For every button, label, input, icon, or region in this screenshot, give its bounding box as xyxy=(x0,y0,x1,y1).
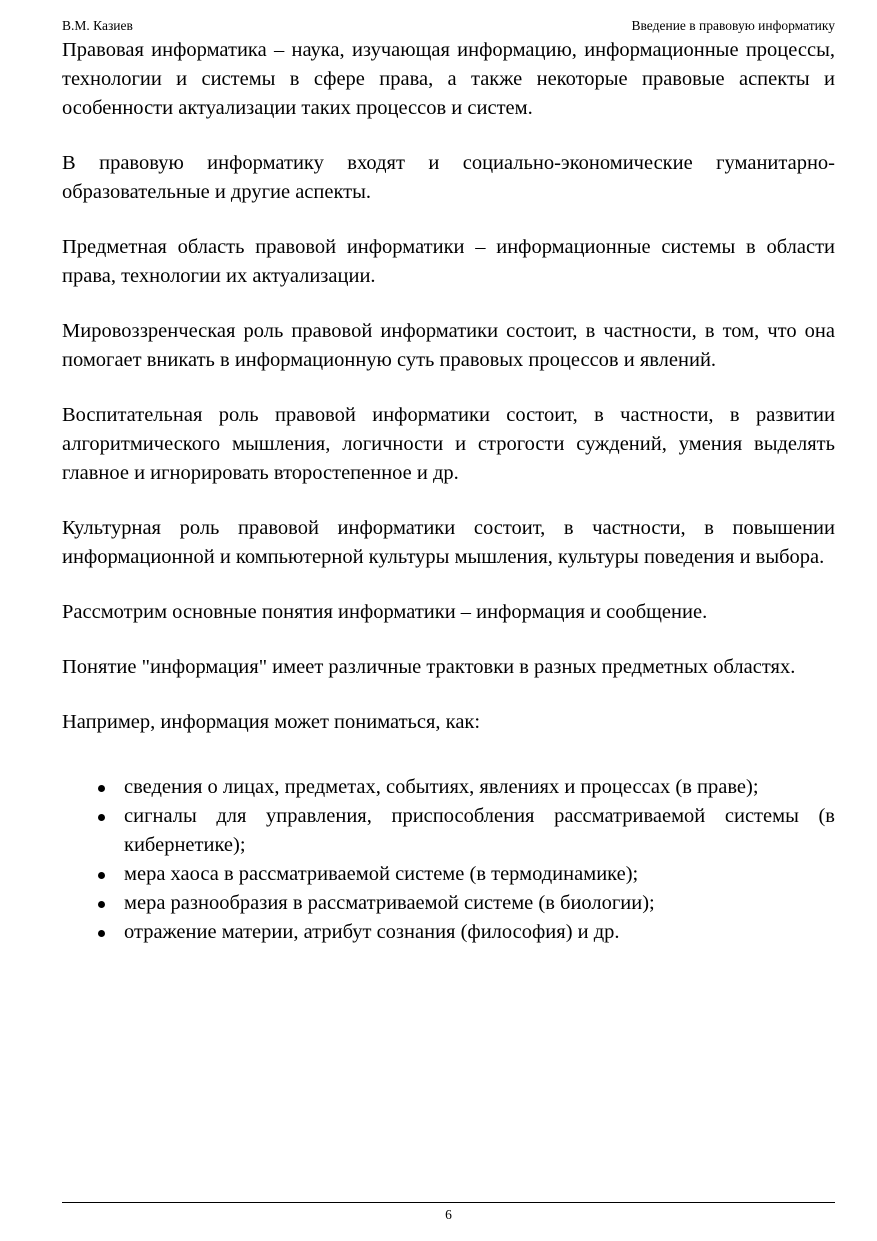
page-content xyxy=(62,36,835,947)
list-item xyxy=(62,773,835,802)
bullet-icon xyxy=(98,814,105,821)
list-item-text: сигналы для управления, приспособления рассматриваемой системы (в кибернетике); xyxy=(124,805,835,856)
page-number: 6 xyxy=(445,1207,452,1222)
list-item-text: отражение материи, атрибут сознания (философия) и др. xyxy=(124,921,620,943)
bullet-icon xyxy=(98,930,105,937)
bullet-icon xyxy=(98,785,105,792)
paragraph-information-concept: Понятие "информация" имеет различные трактовки в разных предметных областях. xyxy=(62,656,796,678)
list-item-text: мера разнообразия в рассматриваемой системе (в биологии); xyxy=(124,892,655,914)
paragraph-cultural-role: Культурная роль правовой информатики состоит, в частности, в повышении информационной и компьютерной культуры мышления, культуры поведения и выбора. xyxy=(62,517,835,568)
footer-divider xyxy=(62,1202,835,1203)
paragraph-aspects: В правовую информатику входят и социально-экономические гуманитарно-образовательные и другие аспекты. xyxy=(62,152,835,203)
bullet-icon xyxy=(98,872,105,879)
paragraph-list-intro: Например, информация может пониматься, как: xyxy=(62,711,481,733)
list-item xyxy=(62,860,835,889)
paragraph-worldview-role: Мировоззренческая роль правовой информатики состоит, в частности, в том, что она помогает вникать в информационную суть правовых процессов и явлений. xyxy=(62,320,835,371)
list-item xyxy=(62,802,835,860)
bullet-icon xyxy=(98,901,105,908)
list-item xyxy=(62,918,835,947)
header-book-title: Введение в правовую информатику xyxy=(631,18,835,33)
paragraph-educational-role: Воспитательная роль правовой информатики состоит, в частности, в развитии алгоритмического мышления, логичности и строгости суждений, умения выделять главное и игнорировать второстепенное и др. xyxy=(62,404,835,484)
paragraph-definition: Правовая информатика – наука, изучающая информацию, информационные процессы, технологии и системы в сфере права, а также некоторые правовые аспекты и особенности актуализации таких процессов и систем. xyxy=(62,39,835,119)
list-item-text: сведения о лицах, предметах, событиях, явлениях и процессах (в праве); xyxy=(124,776,759,798)
paragraph-basic-concepts: Рассмотрим основные понятия информатики – информация и сообщение. xyxy=(62,601,708,623)
paragraph-subject-area: Предметная область правовой информатики – информационные системы в области права, технологии их актуализации. xyxy=(62,236,835,287)
list-item xyxy=(62,889,835,918)
information-meanings-list xyxy=(62,773,835,947)
header-author: В.М. Казиев xyxy=(62,18,133,33)
list-item-text: мера хаоса в рассматриваемой системе (в термодинамике); xyxy=(124,863,639,885)
running-header xyxy=(62,16,835,36)
